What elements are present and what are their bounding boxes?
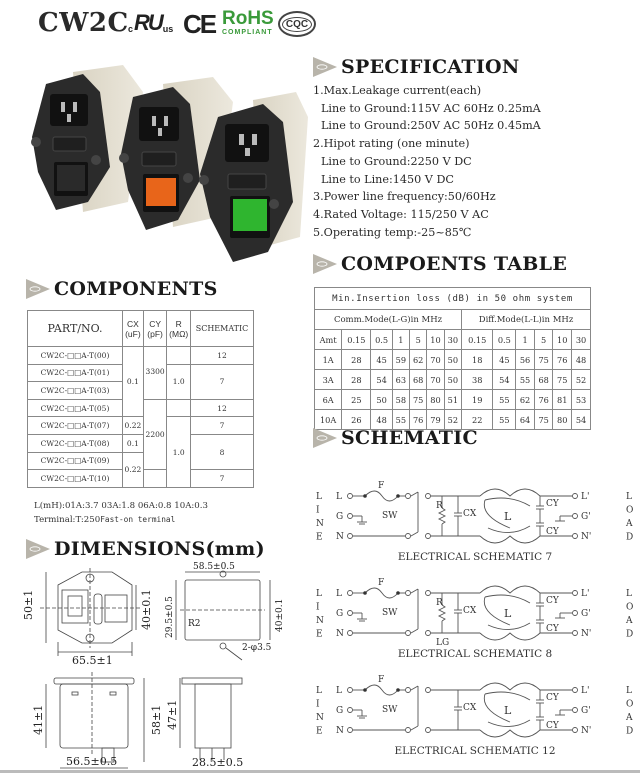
loss-value: 18 [462, 350, 493, 370]
loss-value: 68 [534, 370, 553, 390]
cx-label: CX [463, 606, 477, 616]
terminal-value: Fast-on terminal [100, 515, 176, 524]
loss-value: 54 [572, 410, 591, 430]
cy-label: CY [546, 527, 559, 537]
section-arrow-icon [313, 254, 337, 274]
loss-value: 45 [493, 350, 516, 370]
front-view-drawing [40, 568, 140, 656]
frequency-header: 30 [444, 330, 461, 350]
rohs-mark: RoHS [222, 8, 274, 29]
loss-value: 55 [493, 410, 516, 430]
loss-value: 50 [371, 390, 392, 410]
specification-list [313, 82, 633, 241]
loss-value: 76 [410, 410, 427, 430]
line-label-letter: I [316, 699, 320, 710]
col-schematic: SCHEMATIC [191, 311, 254, 347]
fuse-label: F [378, 481, 385, 491]
inductance-note: L(mH):01A:3.7 03A:1.8 06A:0.8 10A:0.3 [34, 501, 208, 511]
cy-label: CY [546, 624, 559, 634]
loss-value: 59 [392, 350, 409, 370]
fuse-label: F [378, 675, 385, 685]
table-caption: Min.Insertion loss (dB) in 50 ohm system [315, 288, 591, 310]
terminal-g-label: G [336, 512, 344, 522]
dimensions-header [26, 538, 265, 560]
dimensions-title: DIMENSIONS(mm) [54, 538, 265, 560]
load-label-letter: D [626, 629, 634, 640]
dim-cutout-height: 40±0.1 [275, 598, 285, 632]
switch-label: SW [382, 705, 398, 715]
terminal-n-label: N [336, 629, 344, 639]
frequency-header: 5 [534, 330, 553, 350]
spec-line: 3.Power line frequency:50/60Hz [313, 190, 496, 204]
spec-line: Line to Ground:115V AC 60Hz 0.25mA [321, 101, 541, 115]
load-label-letter: A [626, 713, 633, 723]
loss-value: 75 [534, 410, 553, 430]
col-cx: CX (uF) [123, 311, 144, 347]
dim-cutout-holes: 2-φ3.5 [242, 643, 272, 653]
part-number: CW2C-□□A-T(05) [28, 399, 123, 417]
cy-label: CY [546, 693, 559, 703]
amt-cell: 6A [315, 390, 342, 410]
dim-bottom-total: 58±1 [150, 704, 163, 735]
load-label-letter: O [626, 602, 634, 613]
dim-cutout-half-height: 29.5±0.5 [165, 596, 175, 638]
cx-value: 0.1 [123, 434, 144, 452]
cqc-cert-logo [278, 11, 316, 37]
amt-cell: 3A [315, 370, 342, 390]
terminal-g-label: G [336, 609, 344, 619]
terminal-n-label: N [336, 726, 344, 736]
table-row [28, 417, 254, 435]
line-label-letter: E [316, 532, 323, 543]
terminal-n-out-label: N' [581, 532, 592, 542]
ul-mark: RU [134, 10, 162, 35]
schematic-caption: ELECTRICAL SCHEMATIC 8 [397, 648, 553, 660]
part-number: CW2C-□□A-T(03) [28, 382, 123, 400]
loss-value: 50 [444, 370, 461, 390]
amt-cell: 1A [315, 350, 342, 370]
loss-value: 75 [534, 350, 553, 370]
dim-front-inner-height: 40±0.1 [140, 589, 153, 630]
part-number: CW2C-□□A-T(01) [28, 364, 123, 382]
loss-value: 70 [427, 350, 444, 370]
loss-value: 75 [553, 370, 572, 390]
line-label-letter: N [316, 519, 324, 529]
terminal-g-out-label: G' [581, 609, 591, 619]
loss-value: 79 [427, 410, 444, 430]
load-label-letter: D [626, 532, 634, 543]
dim-bottom-body: 41±1 [32, 704, 45, 735]
ul-cert-logo [128, 12, 173, 34]
frequency-header: 10 [553, 330, 572, 350]
table-row [28, 434, 254, 452]
frequency-header: 10 [427, 330, 444, 350]
components-header [26, 278, 218, 300]
loss-value: 53 [572, 390, 591, 410]
frequency-header: 5 [410, 330, 427, 350]
loss-value: 63 [392, 370, 409, 390]
dim-front-height: 50±1 [22, 589, 35, 620]
terminal-l-out-label: L' [581, 686, 590, 696]
terminal-g-out-label: G' [581, 706, 591, 716]
load-label-letter: A [626, 616, 633, 626]
model-name: CW2C [38, 8, 129, 38]
cy-value [143, 470, 167, 488]
loss-value: 62 [516, 390, 535, 410]
fuse-label: F [378, 578, 385, 588]
cy-label: CY [546, 596, 559, 606]
components-table-title: COMPOENTS TABLE [341, 253, 568, 275]
section-arrow-icon [26, 539, 50, 559]
dim-side-height: 47±1 [166, 699, 179, 730]
switch-orange [146, 178, 176, 206]
loss-value: 55 [516, 370, 535, 390]
frequency-header: 30 [572, 330, 591, 350]
loss-value: 52 [444, 410, 461, 430]
schematic-value: 7 [191, 364, 254, 399]
schematic-header [313, 427, 478, 449]
dim-side-width: 28.5±0.5 [192, 756, 244, 769]
frequency-header: 0.5 [371, 330, 392, 350]
product-photo [28, 62, 308, 267]
terminal-n-out-label: N' [581, 726, 592, 736]
terminal-l-label: L [336, 686, 342, 696]
load-label-letter: O [626, 699, 634, 710]
bottom-divider [0, 770, 640, 773]
electrical-schematic-8 [310, 575, 640, 670]
section-arrow-icon [313, 428, 337, 448]
rohs-cert-logo [222, 9, 274, 36]
schematic-value: 12 [191, 399, 254, 417]
loss-value: 80 [427, 390, 444, 410]
table-row [315, 390, 591, 410]
spec-line: 5.Operating temp:-25~85℃ [313, 225, 472, 239]
components-title: COMPONENTS [54, 278, 218, 300]
bottom-view-drawing [46, 672, 144, 768]
dim-cutout-radius: R2 [188, 619, 201, 629]
table-row [315, 370, 591, 390]
schematic-value: 8 [191, 434, 254, 469]
frequency-header: 0.15 [462, 330, 493, 350]
dim-front-width: 65.5±1 [72, 654, 113, 667]
loss-value: 55 [493, 390, 516, 410]
section-arrow-icon [313, 57, 337, 77]
cy-value: 3300 [143, 347, 167, 400]
terminal-label: Terminal:T:250 [34, 515, 101, 525]
loss-value: 25 [342, 390, 371, 410]
load-label-letter: D [626, 726, 634, 737]
loss-value: 38 [462, 370, 493, 390]
rohs-sub: COMPLIANT [222, 29, 273, 36]
cx-label: CX [463, 703, 477, 713]
loss-value: 76 [534, 390, 553, 410]
dim-cutout-width: 58.5±0.5 [193, 562, 235, 572]
part-number: CW2C-□□A-T(08) [28, 434, 123, 452]
loss-value: 76 [553, 350, 572, 370]
terminal-l-out-label: L' [581, 492, 590, 502]
loss-value: 80 [553, 410, 572, 430]
dimension-drawings [20, 560, 300, 770]
schematic-caption: ELECTRICAL SCHEMATIC 7 [397, 551, 553, 563]
loss-value: 54 [493, 370, 516, 390]
cx-value: 0.22 [123, 417, 144, 435]
schematic-value: 7 [191, 470, 254, 488]
loss-value: 58 [392, 390, 409, 410]
loss-value: 26 [342, 410, 371, 430]
ul-prefix: c [128, 24, 134, 34]
terminal-n-out-label: N' [581, 629, 592, 639]
line-label-letter: L [316, 589, 322, 599]
loss-value: 52 [572, 370, 591, 390]
part-number: CW2C-□□A-T(07) [28, 417, 123, 435]
loss-value: 51 [444, 390, 461, 410]
col-part: PART/NO. [28, 311, 123, 347]
loss-value: 28 [342, 370, 371, 390]
spec-line: Line to Ground:250V AC 50Hz 0.45mA [321, 119, 541, 133]
spec-line: 1.Max.Leakage current(each) [313, 84, 482, 97]
ul-suffix: us [162, 24, 174, 34]
insertion-loss-table [314, 287, 591, 430]
resistor-label: R [436, 501, 443, 511]
loss-value: 64 [516, 410, 535, 430]
inductor-label: L [504, 704, 512, 717]
components-table [27, 310, 254, 488]
loss-value: 68 [410, 370, 427, 390]
r-value [167, 399, 191, 417]
lg-label: LG [436, 638, 450, 648]
schematic-value: 7 [191, 417, 254, 435]
terminal-l-label: L [336, 589, 342, 599]
line-label-letter: N [316, 713, 324, 723]
line-label-letter: L [316, 492, 322, 502]
loss-value: 81 [553, 390, 572, 410]
component-notes [34, 500, 208, 527]
section-arrow-icon [26, 279, 50, 299]
terminal-g-label: G [336, 706, 344, 716]
components-table-header [313, 253, 567, 275]
specification-header [313, 56, 520, 78]
cqc-mark: CQC [282, 17, 312, 32]
loss-value: 48 [371, 410, 392, 430]
spec-line: 4.Rated Voltage: 115/250 V AC [313, 207, 489, 221]
loss-value: 50 [444, 350, 461, 370]
part-number: CW2C-□□A-T(00) [28, 347, 123, 365]
cy-label: CY [546, 499, 559, 509]
line-label-letter: I [316, 602, 320, 613]
load-label-letter: L [626, 492, 632, 502]
frequency-header: 1 [392, 330, 409, 350]
amt-header: Amt [315, 330, 342, 350]
part-number: CW2C-□□A-T(10) [28, 470, 123, 488]
line-label-letter: E [316, 726, 323, 737]
col-r: R (MΩ) [167, 311, 191, 347]
frequency-header: 0.5 [493, 330, 516, 350]
spec-line: Line to Line:1450 V DC [321, 172, 454, 186]
loss-value: 54 [371, 370, 392, 390]
terminal-note [34, 513, 208, 527]
table-row [315, 350, 591, 370]
load-label-letter: L [626, 589, 632, 599]
load-label-letter: L [626, 686, 632, 696]
terminal-g-out-label: G' [581, 512, 591, 522]
comm-mode-header: Comm.Mode(L-G)in MHz [315, 310, 462, 330]
r-value [167, 347, 191, 365]
amt-cell: 10A [315, 410, 342, 430]
electrical-schematic-7 [310, 478, 640, 573]
spec-line: 2.Hipot rating (one minute) [313, 137, 470, 151]
loss-value: 45 [371, 350, 392, 370]
frequency-row [315, 330, 591, 350]
ce-cert-logo: CE [183, 9, 216, 39]
loss-value: 70 [427, 370, 444, 390]
resistor-label: R [436, 598, 443, 608]
terminal-n-label: N [336, 532, 344, 542]
loss-value: 62 [410, 350, 427, 370]
load-label-letter: O [626, 505, 634, 516]
dim-bottom-width: 56.5±0.5 [66, 755, 118, 768]
terminal-l-out-label: L' [581, 589, 590, 599]
loss-value: 48 [572, 350, 591, 370]
col-cy: CY (pF) [143, 311, 167, 347]
line-label-letter: N [316, 616, 324, 626]
cx-value: 0.22 [123, 452, 144, 487]
frequency-header: 1 [516, 330, 535, 350]
loss-value: 56 [516, 350, 535, 370]
load-label-letter: A [626, 519, 633, 529]
r-value: 1.0 [167, 417, 191, 487]
schematic-value: 12 [191, 347, 254, 365]
part-number: CW2C-□□A-T(09) [28, 452, 123, 470]
table-row [28, 347, 254, 365]
switch-label: SW [382, 608, 398, 618]
loss-value: 55 [392, 410, 409, 430]
loss-value: 19 [462, 390, 493, 410]
switch-green [233, 199, 267, 231]
inductor-label: L [504, 607, 512, 620]
side-view-drawing [180, 678, 242, 760]
loss-value: 22 [462, 410, 493, 430]
specification-title: SPECIFICATION [341, 56, 520, 78]
electrical-schematic-12 [310, 672, 640, 767]
loss-value: 75 [410, 390, 427, 410]
cy-label: CY [546, 721, 559, 731]
diff-mode-header: Diff.Mode(L-L)in MHz [462, 310, 591, 330]
inductor-label: L [504, 510, 512, 523]
loss-value: 28 [342, 350, 371, 370]
line-label-letter: L [316, 686, 322, 696]
switch-label: SW [382, 511, 398, 521]
schematic-caption: ELECTRICAL SCHEMATIC 12 [394, 745, 556, 757]
cy-value: 2200 [143, 399, 167, 469]
line-label-letter: E [316, 629, 323, 640]
schematic-title: SCHEMATIC [341, 427, 478, 449]
terminal-l-label: L [336, 492, 342, 502]
frequency-header: 0.15 [342, 330, 371, 350]
cx-value: 0.1 [123, 347, 144, 417]
cx-label: CX [463, 509, 477, 519]
spec-line: Line to Ground:2250 V DC [321, 154, 472, 168]
switch-black [57, 165, 85, 191]
r-value: 1.0 [167, 364, 191, 399]
line-label-letter: I [316, 505, 320, 516]
